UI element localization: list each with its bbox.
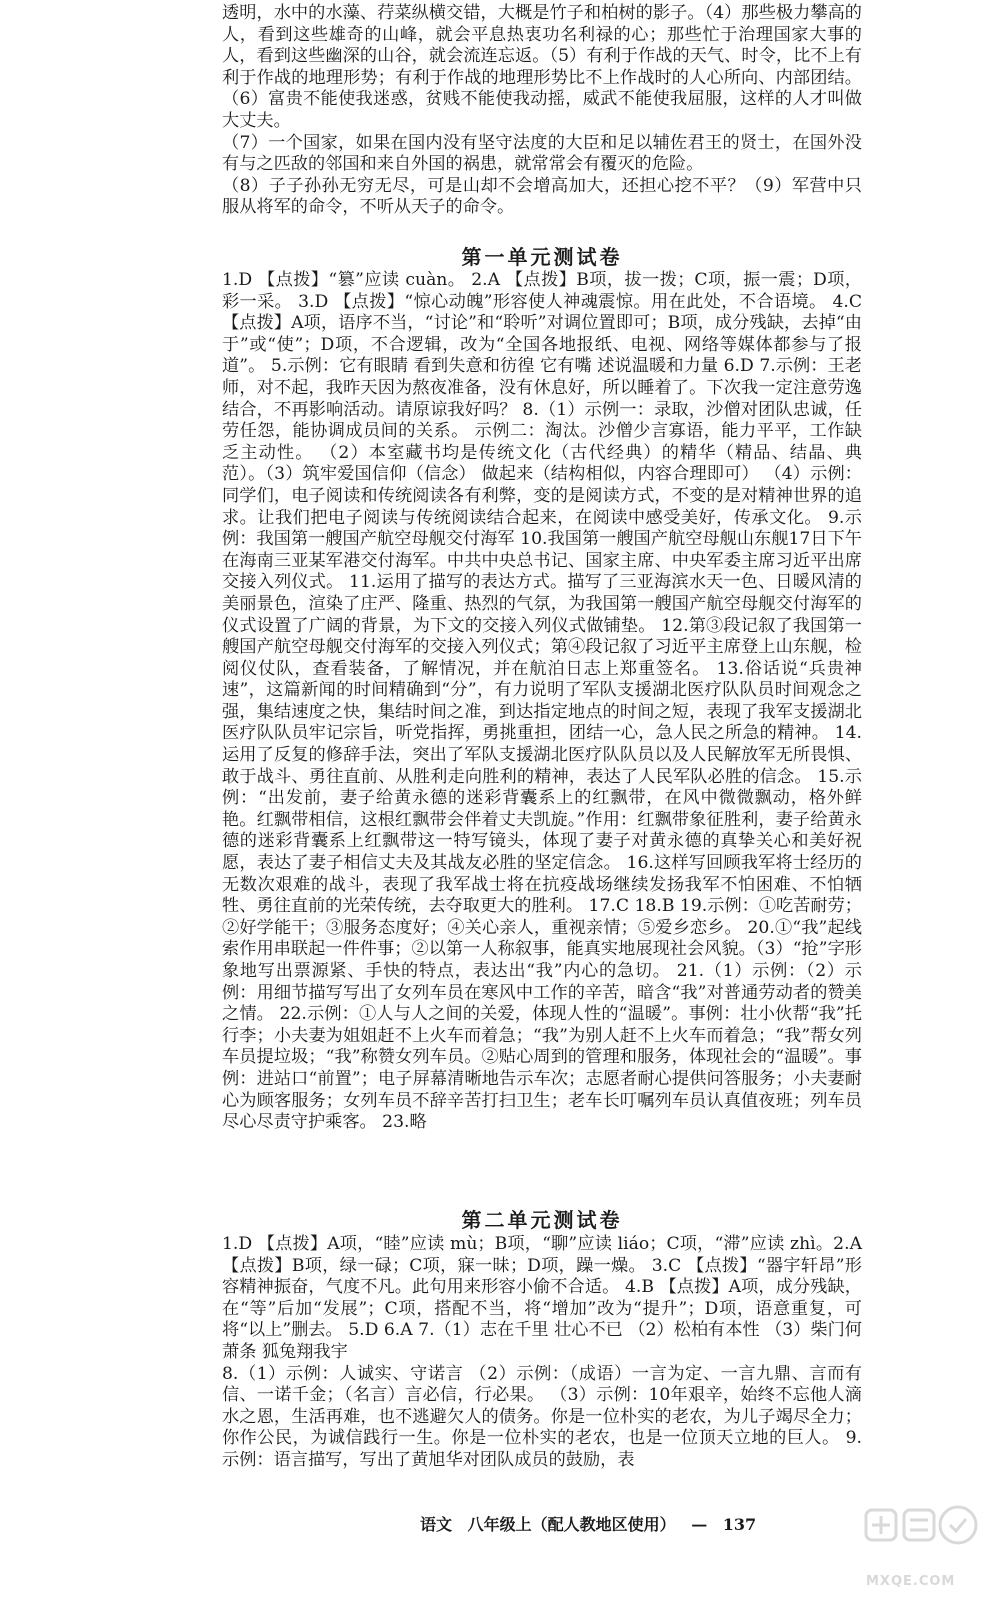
unit-1-test-heading: 第一单元测试卷 xyxy=(461,245,623,269)
footer-page-number: 137 xyxy=(722,1515,757,1534)
continued-answers-paragraph: 透明，水中的水藻、荇菜纵横交错，大概是竹子和柏树的影子。（4）那些极力攀高的人，看到这些雄奇的山峰，就会平息热衷功名利禄的心；那些忙于治理国家大事的人，看到这些幽深的山谷，就会流连忘返。（5）有利于作战的天气、时令，比不上有利于作战的地理形势；有利于作战的地理形势比不上作战时的人心所向、内部团结。（6）富贵不能使我迷惑，贫贱不能使我动摇，威武不能使我屈服，这样的人才叫做大丈夫。 （7）一个国家，如果在国内没有坚守法度的大臣和足以辅佐君王的贤士，在国外没有与之匹敌的邻国和来自外国的祸患，就常常会有覆灭的危险。 （8）子子孙孙无穷无尽，可是山却不会增高加大，还担心挖不平？（9）军营中只服从将军的命令，不听从天子的命令。 xyxy=(222,3,862,218)
footer-subject: 语文 xyxy=(420,1515,453,1534)
unit-2-answers-paragraph: 1.D 【点拨】A项，“睦”应读 mù；B项，“聊”应读 liáo；C项，“滞”应读 zhì。2.A 【点拨】B项，绿一碌；C项，寐一昧；D项，躁一燥。 3.C 【点拨】“器宇轩昂”形容精神振奋，气度不凡。此句用来形容小偷不合适。 4.B 【点拨】A项，成分残缺，在“等”后加“发展”；C项，搭配不当，将“增加”改为“提升”；D项，语意重复，可将“以上”删去。 5.D 6.A 7.（1）志在千里 壮心不已 （2）松柏有本性 （3）柴门何萧条 狐兔翔我宇 8.（1）示例：人诚实、守诺言 （2）示例：（成语）一言为定、一言九鼎、言而有信、一诺千金；（名言）言必信，行必果。 （3）示例：10年艰辛，始终不忘他人滴水之恩，生活再难，也不逃避欠人的债务。你是一位朴实的老农，为儿子竭尽全力；你作公民，为诚信践行一生。你是一位朴实的老农，也是一位顶天立地的巨人。 9.示例：语言描写，写出了黄旭华对团队成员的鼓励，表 xyxy=(222,1234,862,1470)
watermark-site-text: MXQE.COM xyxy=(866,1574,956,1589)
page-footer xyxy=(420,1514,840,1536)
footer-grade: 八年级上（配人教地区使用） xyxy=(467,1515,676,1534)
unit-1-answers-paragraph: 1.D 【点拨】“篡”应读 cuàn。 2.A 【点拨】B项，拔一拨；C项，振一震；D项，彩一采。 3.D 【点拨】“惊心动魄”形容使人神魂震惊。用在此处，不合语境。 4.C 【点拨】A项，语序不当，“讨论”和“聆听”对调位置即可；B项，成分残缺，去掉“由于”或“使”；D项，不合逻辑，改为“全国各地报纸、电视、网络等媒体都参与了报道”。 5.示例：它有眼睛 看到失意和彷徨 它有嘴 述说温暖和力量 6.D 7.示例：王老师，对不起，我昨天因为熬夜准备，没有休息好，所以睡着了。下次我一定注意劳逸结合，不再影响活动。请原谅我好吗？ 8.（1）示例一：录取，沙僧对团队忠诚，任劳任怨，能协调成员间的关系。 示例二：淘汰。沙僧少言寡语，能力平平，工作缺乏主动性。 （2）本室藏书均是传统文化（古代经典）的精华（精品、结晶、典范）。（3）筑牢爱国信仰（信念） 做起来（结构相似，内容合理即可） （4）示例：同学们，电子阅读和传统阅读各有利弊，变的是阅读方式，不变的是对精神世界的追求。让我们把电子阅读与传统阅读结合起来，在阅读中感受美好，传承文化。 9.示例：我国第一艘国产航空母舰交付海军 10.我国第一艘国产航空母舰山东舰17日下午在海南三亚某军港交付海军。中共中央总书记、国家主席、中央军委主席习近平出席交接入列仪式。 11.运用了描写的表达方式。描写了三亚海滨水天一色、日暖风清的美丽景色，渲染了庄严、隆重、热烈的气氛，为我国第一艘国产航空母舰交付海军的仪式设置了广阔的背景，为下文的交接入列仪式做铺垫。 12.第③段记叙了我国第一艘国产航空母舰交付海军的交接入列仪式；第④段记叙了习近平主席登上山东舰，检阅仪仗队，查看装备，了解情况，并在航泊日志上郑重签名。 13.俗话说“兵贵神速”，这篇新闻的时间精确到“分”，有力说明了军队支援湖北医疗队队员时间观念之强，集结速度之快，集结时间之准，到达指定地点的时间之短，表现了我军支援湖北医疗队队员牢记宗旨，听党指挥，勇挑重担，团结一心，急人民之所急的精神。 14.运用了反复的修辞手法，突出了军队支援湖北医疗队队员以及人民解放军无所畏惧、敢于战斗、勇往直前、从胜利走向胜利的精神，表达了人民军队必胜的信念。 15.示例：“出发前，妻子给黄永德的迷彩背囊系上的红飘带，在风中微微飘动，格外鲜艳。红飘带相信，这根红飘带会伴着丈夫凯旋。”作用：红飘带象征胜利，妻子给黄永德的迷彩背囊系上红飘带这一特写镜头，体现了妻子对黄永德的真挚关心和美好祝愿，表达了妻子相信丈夫及其战友必胜的坚定信念。 16.这样写回顾我军将士经历的无数次艰难的战斗，表现了我军战士将在抗疫战场继续发扬我军不怕困难、不怕牺牲、勇往直前的光荣传统，去夺取更大的胜利。 17.C 18.B 19.示例：①吃苦耐劳；②好学能干；③服务态度好；④关心亲人，重视亲情；⑤爱乡恋乡。 20.①“我”起线索作用串联起一件件事；②以第一人称叙事，能真实地展现社会风貌。（3）“抢”字形象地写出票源紧、手快的特点，表达出“我”内心的急切。 21.（1）示例：（2）示例：用细节描写写出了女列车员在寒风中工作的辛苦，暗含“我”对普通劳动者的赞美之情。 22.示例：①人与人之间的关爱，体现人性的“温暖”。事例：壮小伙帮“我”托行李；小夫妻为姐姐赶不上火车而着急；“我”为别人赶不上火车而着急；“我”帮女列车员提垃圾；“我”称赞女列车员。②贴心周到的管理和服务，体现社会的“温暖”。事例：进站口“前置”；电子屏幕清晰地告示车次；志愿者耐心提供问答服务；小夫妻耐心为顾客服务；女列车员不辞辛苦打扫卫生；老车长叮嘱列车员认真值夜班；列车员尽心尽责守护乘客。 23.略 xyxy=(222,270,868,1133)
footer-dash: — xyxy=(691,1515,708,1534)
unit-2-test-heading: 第二单元测试卷 xyxy=(461,1208,623,1232)
